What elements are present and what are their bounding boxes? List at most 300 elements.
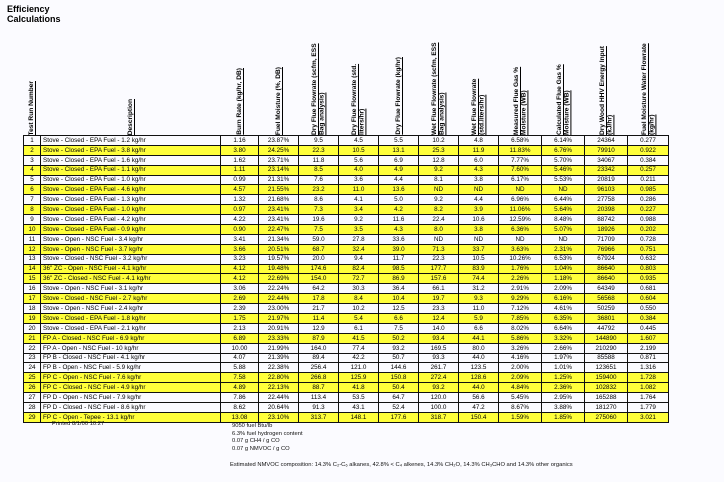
table-row [24,145,669,155]
value-cell: 272.4 [419,373,459,383]
value-cell: 74.4 [459,274,499,284]
value-cell: 86.9 [379,274,419,284]
value-cell: 93.3 [419,353,459,363]
value-cell: 7.5 [299,225,339,235]
value-cell: 6.6 [459,323,499,333]
description-cell: 36" ZC - Closed - NSC Fuel - 4.1 kg/hr [41,274,221,284]
value-cell: 164.0 [299,343,339,353]
value-cell: 1.59% [499,412,542,422]
value-cell: 5.53% [542,175,585,185]
value-cell: 177.7 [419,264,459,274]
value-cell: 30.3 [339,284,379,294]
value-cell: 19.6 [299,215,339,225]
notes-block [232,423,303,453]
value-cell: 56568 [585,294,628,304]
value-cell: 14.0 [419,323,459,333]
column-header-label: Dry Wood HHV Energy Input (kJ/hr) [598,46,613,135]
value-cell: ND [542,234,585,244]
value-cell: 8.2 [419,205,459,215]
description-cell: Stove - Open - NSC Fuel - 3.1 kg/hr [41,284,221,294]
value-cell: 2.13 [221,323,259,333]
description-cell: Stove - Closed - EPA Fuel - 3.8 kg/hr [41,145,221,155]
value-cell: 4.3 [459,165,499,175]
value-cell: 20.0 [299,254,339,264]
value-cell: 2.36% [542,383,585,393]
value-cell: 1.85% [542,412,585,422]
value-cell: 3.23 [221,254,259,264]
description-cell: FP C - Open - NSC Fuel - 7.6 kg/hr [41,373,221,383]
description-cell: Stove - Closed - EPA Fuel - 4.6 kg/hr [41,185,221,195]
column-header [419,40,459,136]
value-cell: 93.2 [419,383,459,393]
description-cell: Stove - Closed - EPA Fuel - 1.0 kg/hr [41,205,221,215]
value-cell: 177.6 [379,412,419,422]
value-cell: 10.6 [459,215,499,225]
table-row [24,373,669,383]
value-cell: 1.32 [221,195,259,205]
description-cell: Stove - Closed - EPA Fuel - 1.2 kg/hr [41,136,221,146]
value-cell: 6.53% [542,254,585,264]
table-row [24,412,669,422]
note-line: 9050 fuel Btu/lb [232,423,273,429]
column-header-label: Description [126,98,134,135]
value-cell: 44.1 [459,333,499,343]
value-cell: 9.2 [339,215,379,225]
value-cell: 64.7 [379,393,419,403]
value-cell: 2.00% [499,363,542,373]
value-cell: 23.10% [259,412,299,422]
table-row [24,244,669,254]
value-cell: ND [459,234,499,244]
value-cell: 150.8 [379,373,419,383]
table-row [24,205,669,215]
value-cell: 0.227 [628,205,669,215]
value-cell: 5.9 [459,314,499,324]
value-cell: 0.728 [628,234,669,244]
page-title [7,4,61,24]
value-cell: 313.7 [299,412,339,422]
value-cell: 2.199 [628,343,669,353]
value-cell: 23.14% [259,165,299,175]
value-cell: 5.86% [499,333,542,343]
value-cell: 0.211 [628,175,669,185]
value-cell: 36.4 [379,284,419,294]
column-header-label: Dry Flue Flowrate (kg/hr) [394,57,402,135]
value-cell: 4.2 [379,205,419,215]
value-cell: 6.44% [542,195,585,205]
table-row [24,185,669,195]
value-cell: 66.1 [419,284,459,294]
value-cell: 22.69% [259,274,299,284]
value-cell: 3.021 [628,412,669,422]
value-cell: 8.4 [339,294,379,304]
description-cell: FP B - Closed - NSC Fuel - 4.1 kg/hr [41,353,221,363]
table-row [24,304,669,314]
value-cell: 0.751 [628,244,669,254]
value-cell: 8.0 [419,225,459,235]
value-cell: 80.0 [459,343,499,353]
value-cell: 0.985 [628,185,669,195]
value-cell: 36801 [585,314,628,324]
column-header-label: Calculated Flue Gas % Moisture (WB) [555,64,570,135]
printed-date: Printed 8/1/00 10:27 [52,421,105,427]
value-cell: 43.1 [339,403,379,413]
table-row [24,383,669,393]
value-cell: 2.26% [499,274,542,284]
value-cell: 23.41% [259,205,299,215]
value-cell: 5.46% [542,165,585,175]
value-cell: 25.3 [419,145,459,155]
value-cell: 144.6 [379,363,419,373]
description-cell: Stove - Closed - EPA Fuel - 1.1 kg/hr [41,165,221,175]
value-cell: 22.44% [259,294,299,304]
column-header [259,40,299,136]
column-header-label: Burn Rate (kg/hr, DB) [235,68,243,135]
value-cell: 1.11 [221,165,259,175]
value-cell: 12.9 [299,323,339,333]
value-cell: 0.277 [628,136,669,146]
value-cell: 2.09% [542,284,585,294]
value-cell: 1.764 [628,393,669,403]
value-cell: 0.922 [628,145,669,155]
value-cell: ND [499,185,542,195]
run-number-cell: 24 [24,363,41,373]
value-cell: 21.31% [259,175,299,185]
value-cell: 20819 [585,175,628,185]
table-row [24,264,669,274]
value-cell: 11.83% [499,145,542,155]
value-cell: 4.16% [499,353,542,363]
value-cell: 6.16% [542,294,585,304]
value-cell: 1.082 [628,383,669,393]
value-cell: 2.69 [221,294,259,304]
value-cell: 3.9 [459,205,499,215]
column-header-label: Dry Flue Flowrate (scfm, ESS Bag analysis) [311,43,326,135]
value-cell: 3.80 [221,145,259,155]
value-cell: 0.445 [628,323,669,333]
value-cell: 22.44% [259,393,299,403]
run-number-cell: 2 [24,145,41,155]
value-cell: 8.6 [299,195,339,205]
value-cell: 22.13% [259,383,299,393]
value-cell: 256.4 [299,363,339,373]
value-cell: 20.51% [259,244,299,254]
value-cell: 68.7 [299,244,339,254]
value-cell: 59.0 [299,234,339,244]
value-cell: 3.4 [339,205,379,215]
value-cell: 4.61% [542,304,585,314]
value-cell: 23342 [585,165,628,175]
value-cell: 5.45% [499,393,542,403]
table-row [24,393,669,403]
value-cell: 44792 [585,323,628,333]
run-number-cell: 25 [24,373,41,383]
value-cell: 174.6 [299,264,339,274]
value-cell: 71709 [585,234,628,244]
value-cell: 44.0 [459,383,499,393]
value-cell: 86640 [585,264,628,274]
value-cell: 150.4 [459,412,499,422]
table-row [24,234,669,244]
value-cell: 22.4 [419,215,459,225]
description-cell: FP A - Open - NSC Fuel - 10 kg/hr [41,343,221,353]
value-cell: 0.384 [628,155,669,165]
value-cell: 12.59% [499,215,542,225]
table-row [24,353,669,363]
value-cell: 79910 [585,145,628,155]
column-header [585,40,628,136]
value-cell: 1.04% [542,264,585,274]
value-cell: 261.7 [419,363,459,373]
value-cell: 13.08 [221,412,259,422]
value-cell: 89.4 [299,353,339,363]
note-line: 6.3% fuel hydrogen content [232,430,303,437]
value-cell: 50259 [585,304,628,314]
value-cell: 3.8 [459,175,499,185]
run-number-cell: 28 [24,403,41,413]
value-cell: 6.1 [339,323,379,333]
value-cell: 11.8 [299,155,339,165]
value-cell: 100.0 [419,403,459,413]
table-row [24,333,669,343]
value-cell: 32.4 [339,244,379,254]
value-cell: 7.58 [221,373,259,383]
title-line-2: Calculations [7,14,61,24]
value-cell: 128.6 [459,373,499,383]
column-header [499,40,542,136]
column-header [24,40,41,136]
run-number-cell: 13 [24,254,41,264]
table-row [24,254,669,264]
value-cell: 6.76% [542,145,585,155]
run-number-cell: 22 [24,343,41,353]
column-header-label: Measured Flue Gas % Moisture (WB) [512,66,527,135]
value-cell: 123651 [585,363,628,373]
value-cell: 23.3 [419,304,459,314]
value-cell: 0.988 [628,215,669,225]
value-cell: 27.8 [339,234,379,244]
value-cell: 1.75 [221,314,259,324]
value-cell: 83.9 [459,264,499,274]
value-cell: 159400 [585,373,628,383]
value-cell: 93.4 [419,333,459,343]
value-cell: 6.64% [542,323,585,333]
value-cell: 4.4 [459,195,499,205]
value-cell: 0.935 [628,274,669,284]
value-cell: 275060 [585,412,628,422]
title-line-1: Efficiency [7,4,50,14]
table-row [24,155,669,165]
value-cell: 7.12% [499,304,542,314]
value-cell: 56.6 [459,393,499,403]
value-cell: 1.607 [628,333,669,343]
value-cell: 113.4 [299,393,339,403]
description-cell: Stove - Open - NSC Fuel - 2.4 kg/hr [41,304,221,314]
run-number-cell: 1 [24,136,41,146]
value-cell: 19.7 [419,294,459,304]
run-number-cell: 26 [24,383,41,393]
value-cell: 10.5 [339,145,379,155]
value-cell: 22.24% [259,284,299,294]
value-cell: 4.8 [459,136,499,146]
value-cell: 1.779 [628,403,669,413]
value-cell: 11.06% [499,205,542,215]
table-row [24,323,669,333]
table-row [24,225,669,235]
value-cell: 121.0 [339,363,379,373]
value-cell: 64.2 [299,284,339,294]
value-cell: 3.66 [221,244,259,254]
value-cell: 1.728 [628,373,669,383]
description-cell: Stove - Closed - EPA Fuel - 0.9 kg/hr [41,225,221,235]
run-number-cell: 8 [24,205,41,215]
value-cell: 318.7 [419,412,459,422]
note-line: 0.07 g NMVOC / g CO [232,445,290,452]
table-row [24,274,669,284]
value-cell: 88742 [585,215,628,225]
value-cell: 21.39% [259,353,299,363]
table-row [24,403,669,413]
value-cell: 157.6 [419,274,459,284]
value-cell: 3.41 [221,234,259,244]
run-number-cell: 29 [24,412,41,422]
description-cell: Stove - Closed - EPA Fuel - 2.1 kg/hr [41,323,221,333]
value-cell: 3.32% [542,333,585,343]
value-cell: 2.95% [542,393,585,403]
value-cell: 41.5 [339,333,379,343]
description-cell: FP D - Open - NSC Fuel - 7.9 kg/hr [41,393,221,403]
value-cell: 6.6 [379,314,419,324]
column-header-label: Fuel Moisture (%, DB) [274,66,282,135]
value-cell: 9.2 [419,165,459,175]
value-cell: 6.9 [379,155,419,165]
value-cell: 1.25% [542,373,585,383]
table-row [24,294,669,304]
value-cell: 5.6 [339,155,379,165]
value-cell: 5.64% [542,205,585,215]
value-cell: 4.12 [221,274,259,284]
value-cell: 4.07 [221,353,259,363]
table-row [24,284,669,294]
value-cell: 8.48% [542,215,585,225]
value-cell: 77.4 [339,343,379,353]
column-header [41,40,221,136]
value-cell: 7.60% [499,165,542,175]
value-cell: 144890 [585,333,628,343]
value-cell: 4.57 [221,185,259,195]
value-cell: 6.36% [499,225,542,235]
value-cell: 50.4 [379,383,419,393]
value-cell: ND [542,185,585,195]
value-cell: 22.3 [299,145,339,155]
value-cell: 5.88 [221,363,259,373]
value-cell: 165288 [585,393,628,403]
value-cell: 41.8 [339,383,379,393]
column-header-label: Wet Flue Flowrate (std.liters/hr) [471,78,486,135]
value-cell: 10.5 [459,254,499,264]
description-cell: Stove - Closed - EPA Fuel - 1.3 kg/hr [41,195,221,205]
value-cell: 18926 [585,225,628,235]
description-cell: FP D - Closed - NSC Fuel - 8.6 kg/hr [41,403,221,413]
value-cell: 82.4 [339,264,379,274]
value-cell: 4.89 [221,383,259,393]
column-header [339,40,379,136]
value-cell: 3.88% [542,403,585,413]
value-cell: 7.5 [379,323,419,333]
value-cell: 47.2 [459,403,499,413]
value-cell: 52.4 [379,403,419,413]
value-cell: 96103 [585,185,628,195]
value-cell: 22.38% [259,363,299,373]
value-cell: 0.202 [628,225,669,235]
value-cell: 12.4 [419,314,459,324]
value-cell: 42.2 [339,353,379,363]
value-cell: 123.5 [459,363,499,373]
value-cell: 22.47% [259,225,299,235]
value-cell: 0.97 [221,205,259,215]
value-cell: 0.90 [221,225,259,235]
description-cell: Stove - Open - NSC Fuel - 3.7 kg/hr [41,244,221,254]
value-cell: 6.14% [542,136,585,146]
value-cell: 1.62 [221,155,259,165]
table-row [24,343,669,353]
value-cell: 6.35% [542,314,585,324]
value-cell: 23.00% [259,304,299,314]
value-cell: 7.86 [221,393,259,403]
value-cell: 6.96% [499,195,542,205]
value-cell: 120.0 [419,393,459,403]
value-cell: 21.7 [299,304,339,314]
value-cell: 4.0 [339,165,379,175]
run-number-cell: 12 [24,244,41,254]
value-cell: 9.5 [299,136,339,146]
value-cell: 44.0 [459,353,499,363]
run-number-cell: 6 [24,185,41,195]
value-cell: 210290 [585,343,628,353]
value-cell: 0.871 [628,353,669,363]
run-number-cell: 17 [24,294,41,304]
value-cell: 85588 [585,353,628,363]
value-cell: 6.17% [499,175,542,185]
run-number-cell: 9 [24,215,41,225]
value-cell: 67924 [585,254,628,264]
value-cell: 10.00 [221,343,259,353]
note-line: 0.07 g CH4 / g CO [232,438,280,444]
value-cell: 9.4 [339,254,379,264]
value-cell: 71.3 [419,244,459,254]
value-cell: 21.97% [259,314,299,324]
description-cell: FP C - Open - Tepee - 13.1 kg/hr [41,412,221,422]
value-cell: 3.63% [499,244,542,254]
value-cell: 7.85% [499,314,542,324]
column-header [459,40,499,136]
value-cell: 91.3 [299,403,339,413]
value-cell: 64349 [585,284,628,294]
value-cell: 23.87% [259,136,299,146]
value-cell: 2.39 [221,304,259,314]
value-cell: 1.76% [499,264,542,274]
value-cell: 125.9 [339,373,379,383]
column-header [379,40,419,136]
value-cell: 23.71% [259,155,299,165]
column-header-label: Dry Flue Flowrate (std. liters/hr) [351,63,366,135]
run-number-cell: 16 [24,284,41,294]
value-cell: 0.604 [628,294,669,304]
table-row [24,215,669,225]
value-cell: ND [459,185,499,195]
efficiency-table [23,40,669,423]
table-row [24,136,669,146]
